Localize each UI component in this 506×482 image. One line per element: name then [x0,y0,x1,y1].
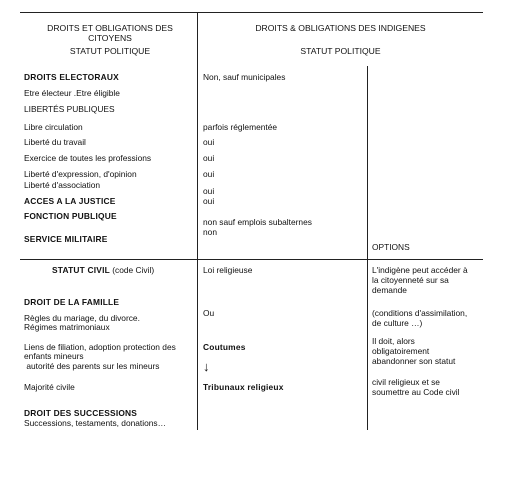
liens-filiation-line-1: Liens de filiation, adoption protection des [24,342,176,352]
droits-electoraux-heading: DROITS ELECTORAUX [24,72,119,82]
doit-line-1: Il doit, alors [372,336,415,346]
libre-circulation-label: Libre circulation [24,122,83,132]
liberte-association-value: oui [203,186,215,196]
right-column-divider [367,66,368,430]
exercice-professions-label: Exercice de toutes les professions [24,153,152,163]
right-header-title: DROITS & OBLIGATIONS DES INDIGENES [255,23,426,33]
left-header-title: DROITS ET OBLIGATIONS DES CITOYENS [47,23,173,43]
service-militaire-value: non [203,227,217,237]
droit-successions-heading: DROIT DES SUCCESSIONS [24,408,138,418]
regimes-matrimoniaux-text: Régimes matrimoniaux [24,322,110,332]
doit-line-3: abandonner son statut [372,356,456,366]
middle-rule [20,259,483,260]
acces-justice-heading: ACCES A LA JUSTICE [24,196,116,206]
majorite-civile-label: Majorité civile [24,382,75,392]
liberte-association-label: Liberté d'association [24,180,101,190]
civil-religieux-line-1: civil religieux et se [372,377,440,387]
droit-famille-heading: DROIT DE LA FAMILLE [24,297,120,307]
citoyennete-line-1: L'indigène peut accéder à [372,265,468,275]
citoyennete-line-3: demande [372,285,407,295]
regles-mariage-text: Règles du mariage, du divorce. [24,313,140,323]
statut-civil-heading [52,265,154,275]
liens-filiation-line-2: enfants mineurs [24,351,84,361]
civil-religieux-line-2: soumettre au Code civil [372,387,460,397]
ou-text: Ou [203,308,215,318]
liberte-travail-value: oui [203,137,215,147]
service-militaire-heading: SERVICE MILITAIRE [24,234,108,244]
right-header-subtitle: STATUT POLITIQUE [300,46,381,56]
doit-line-2: obligatoirement [372,346,430,356]
libre-circulation-value: parfois réglementée [203,122,278,132]
fonction-publique-heading: FONCTION PUBLIQUE [24,211,117,221]
acces-justice-value: oui [203,196,215,206]
left-header-subtitle: STATUT POLITIQUE [69,46,151,56]
conditions-line-2: de culture …) [372,318,423,328]
statut-civil-label: STATUT CIVIL [52,265,110,275]
statut-civil-suffix: (code Civil) [109,265,155,275]
droits-electoraux-value: Non, sauf municipales [203,72,286,82]
fonction-publique-value: non sauf emplois subalternes [203,217,312,227]
top-rule [20,12,483,13]
tribunaux-religieux-value: Tribunaux religieux [203,382,284,392]
coutumes-value: Coutumes [203,342,246,352]
down-arrow-icon: ↓ [203,359,210,374]
liberte-expression-value: oui [203,169,215,179]
left-column-divider [197,12,198,430]
exercice-professions-value: oui [203,153,215,163]
successions-detail-text: Successions, testaments, donations… [24,418,166,428]
liberte-expression-label: Liberté d'expression, d'opinion [24,169,137,179]
conditions-line-1: (conditions d'assimilation, [372,308,468,318]
citoyennete-line-2: la citoyenneté sur sa [372,275,449,285]
autorite-parents-text: autorité des parents sur les mineurs [24,361,160,371]
liberte-travail-label: Liberté du travail [24,137,86,147]
etre-electeur-text: Etre électeur .Etre éligible [24,88,120,98]
libertes-publiques-heading: LIBERTÉS PUBLIQUES [24,104,115,114]
options-heading: OPTIONS [372,242,410,252]
loi-religieuse-value: Loi religieuse [203,265,253,275]
